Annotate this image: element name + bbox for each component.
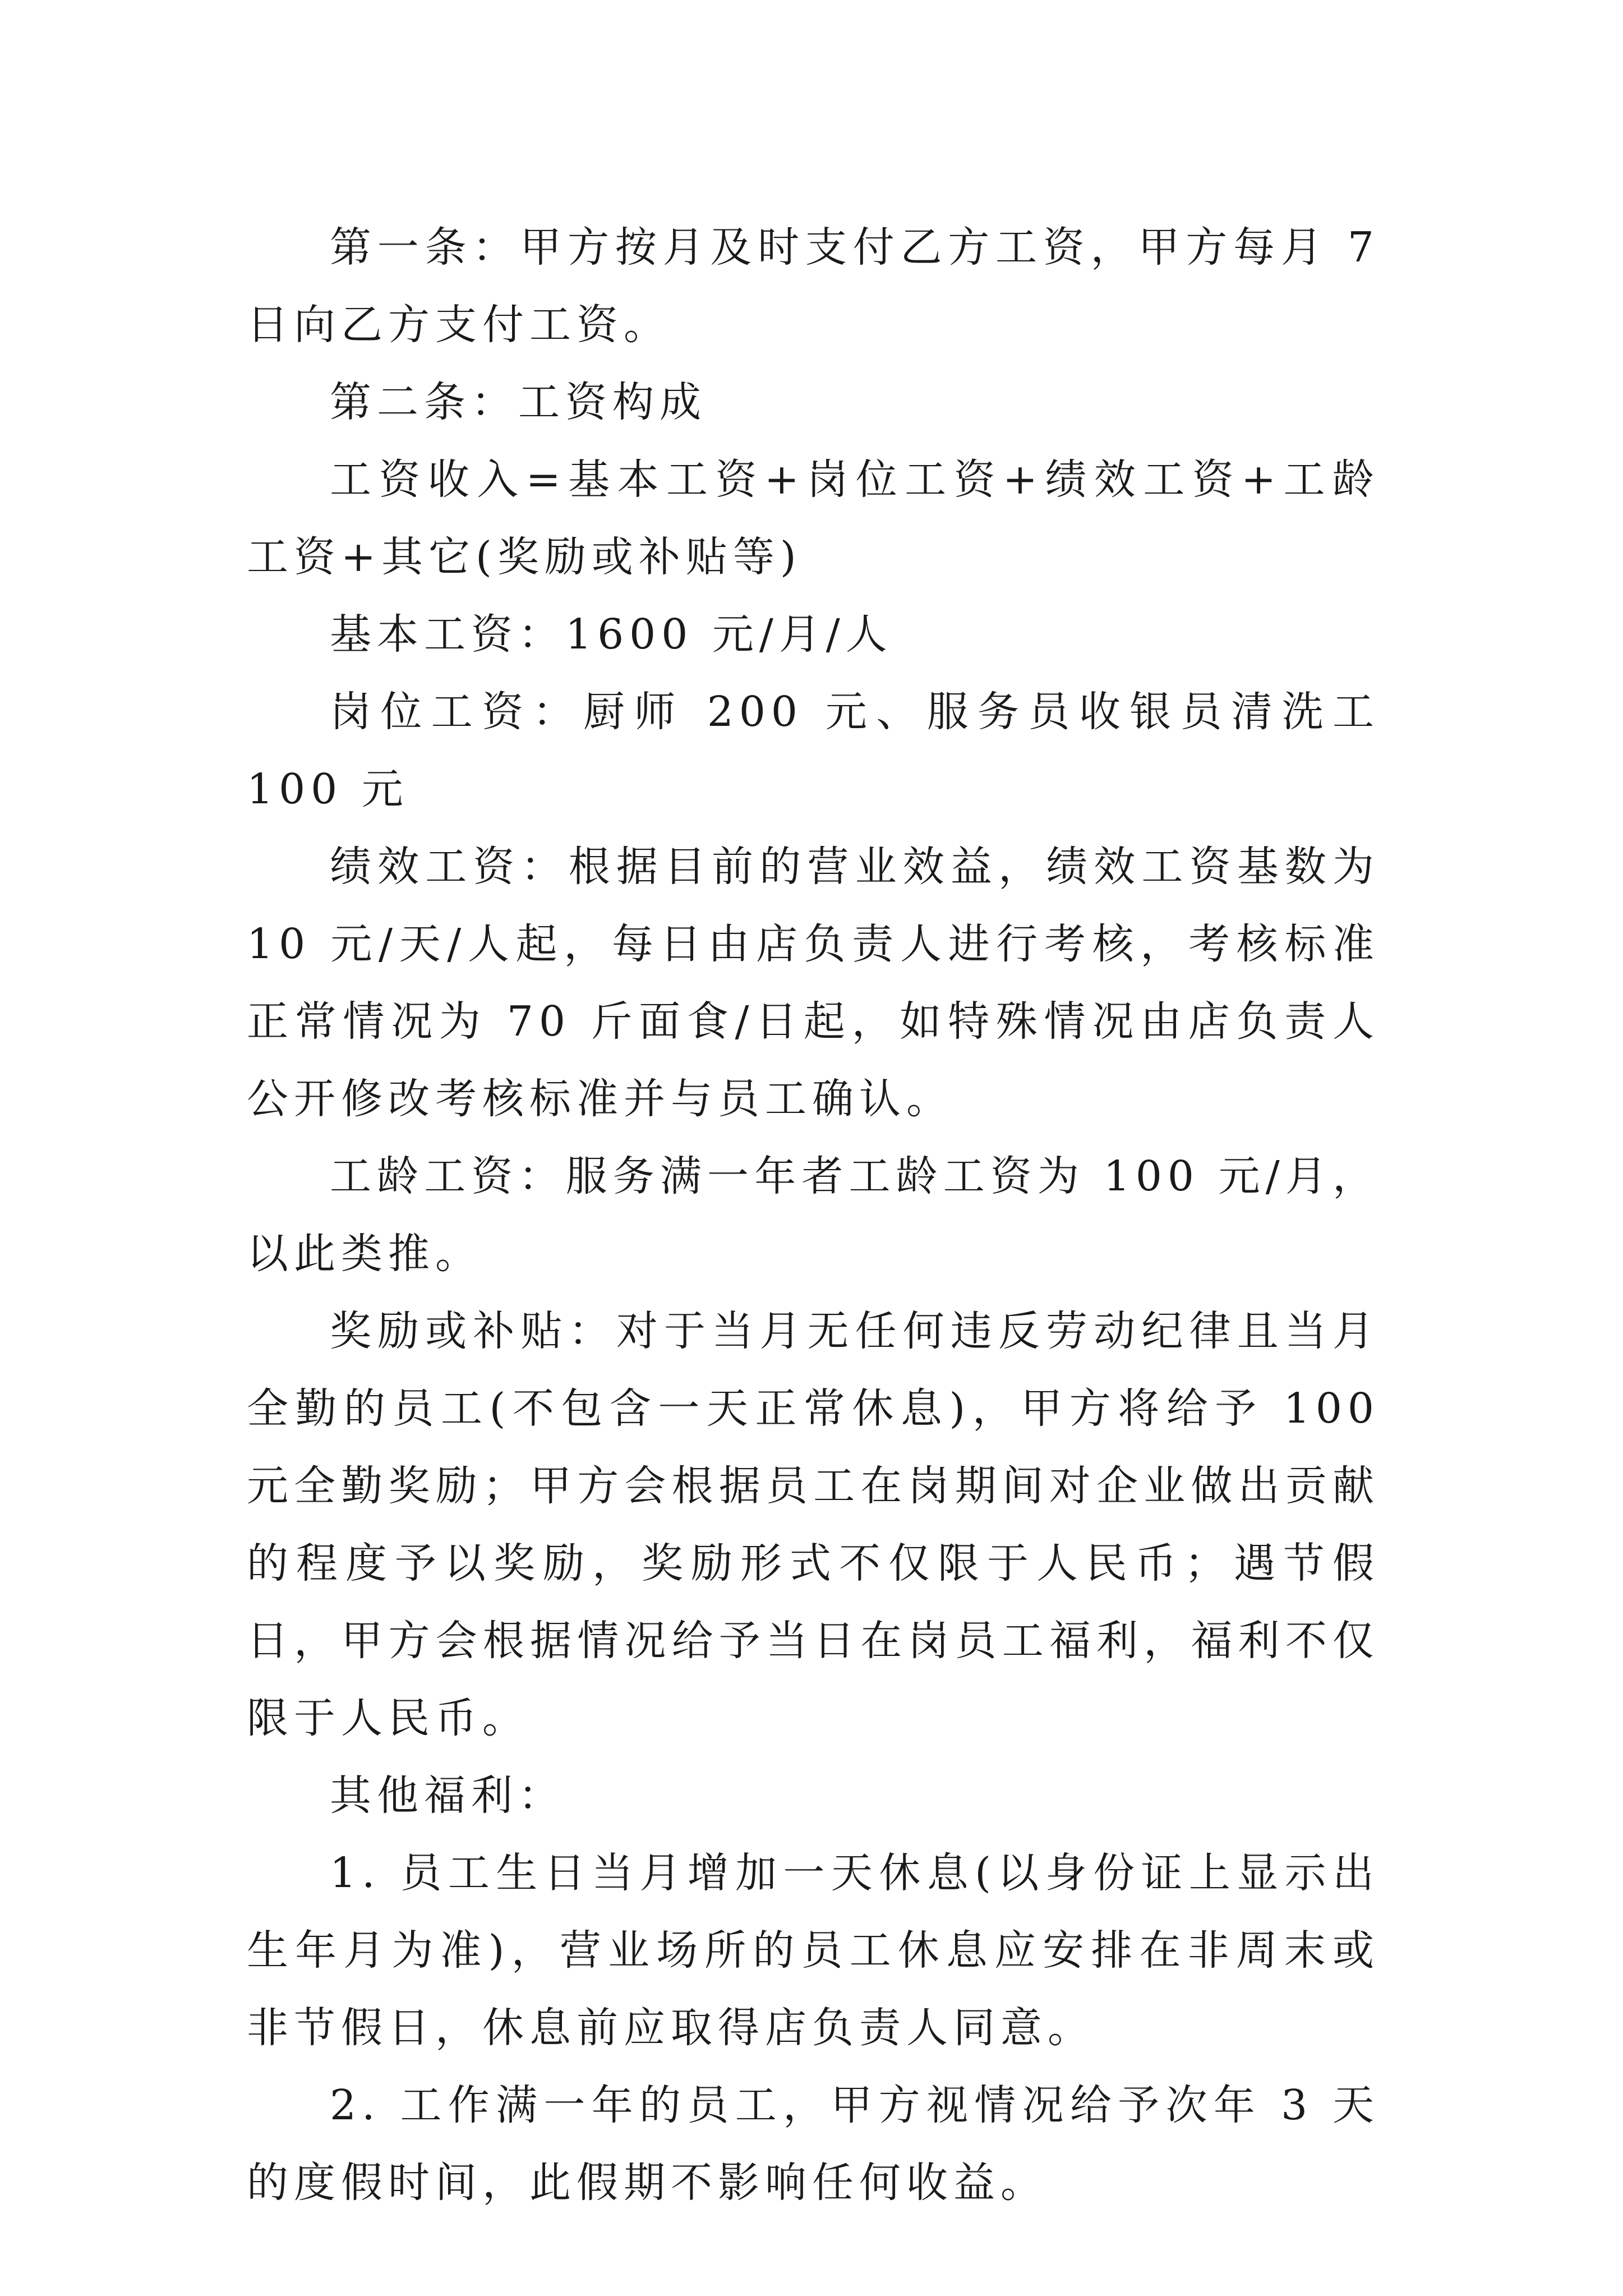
paragraph-salary-formula: 工资收入=基本工资+岗位工资+绩效工资+工龄工资+其它(奖励或补贴等)	[247, 455, 1380, 581]
paragraph-article-2-heading: 第二条：工资构成	[330, 378, 707, 426]
paragraph-seniority-salary: 工龄工资：服务满一年者工龄工资为 100 元/月，以此类推。	[247, 1152, 1380, 1278]
paragraph-rewards-subsidies: 奖励或补贴：对于当月无任何违反劳动纪律且当月全勤的员工(不包含一天正常休息)，甲方将给予 100 元全勤奖励；甲方会根据员工在岗期间对企业做出贡献的程度予以奖励，奖励形式不仅限于人民币；遇节假日，甲方会根据情况给予当日在岗员工福利，福利不仅限于人民币。	[247, 1307, 1380, 1742]
paragraph-benefit-1: 1. 员工生日当月增加一天休息(以身份证上显示出生年月为准)，营业场所的员工休息应安排在非周末或非节假日，休息前应取得店负责人同意。	[247, 1849, 1380, 2052]
paragraph-performance-salary: 绩效工资：根据目前的营业效益，绩效工资基数为 10 元/天/人起，每日由店负责人进行考核，考核标准正常情况为 70 斤面食/日起，如特殊情况由店负责人公开修改考核标准并与员工确认。	[247, 843, 1380, 1123]
paragraph-benefit-2: 2. 工作满一年的员工，甲方视情况给予次年 3 天的度假时间，此假期不影响任何收益。	[247, 2081, 1380, 2207]
paragraph-article-1: 第一条：甲方按月及时支付乙方工资，甲方每月 7 日向乙方支付工资。	[247, 223, 1380, 349]
paragraph-position-salary: 岗位工资：厨师 200 元、服务员收银员清洗工 100 元	[247, 688, 1380, 813]
document-body	[247, 209, 1380, 2221]
paragraph-basic-salary: 基本工资：1600 元/月/人	[330, 610, 893, 659]
paragraph-other-benefits-heading: 其他福利：	[330, 1772, 565, 1820]
